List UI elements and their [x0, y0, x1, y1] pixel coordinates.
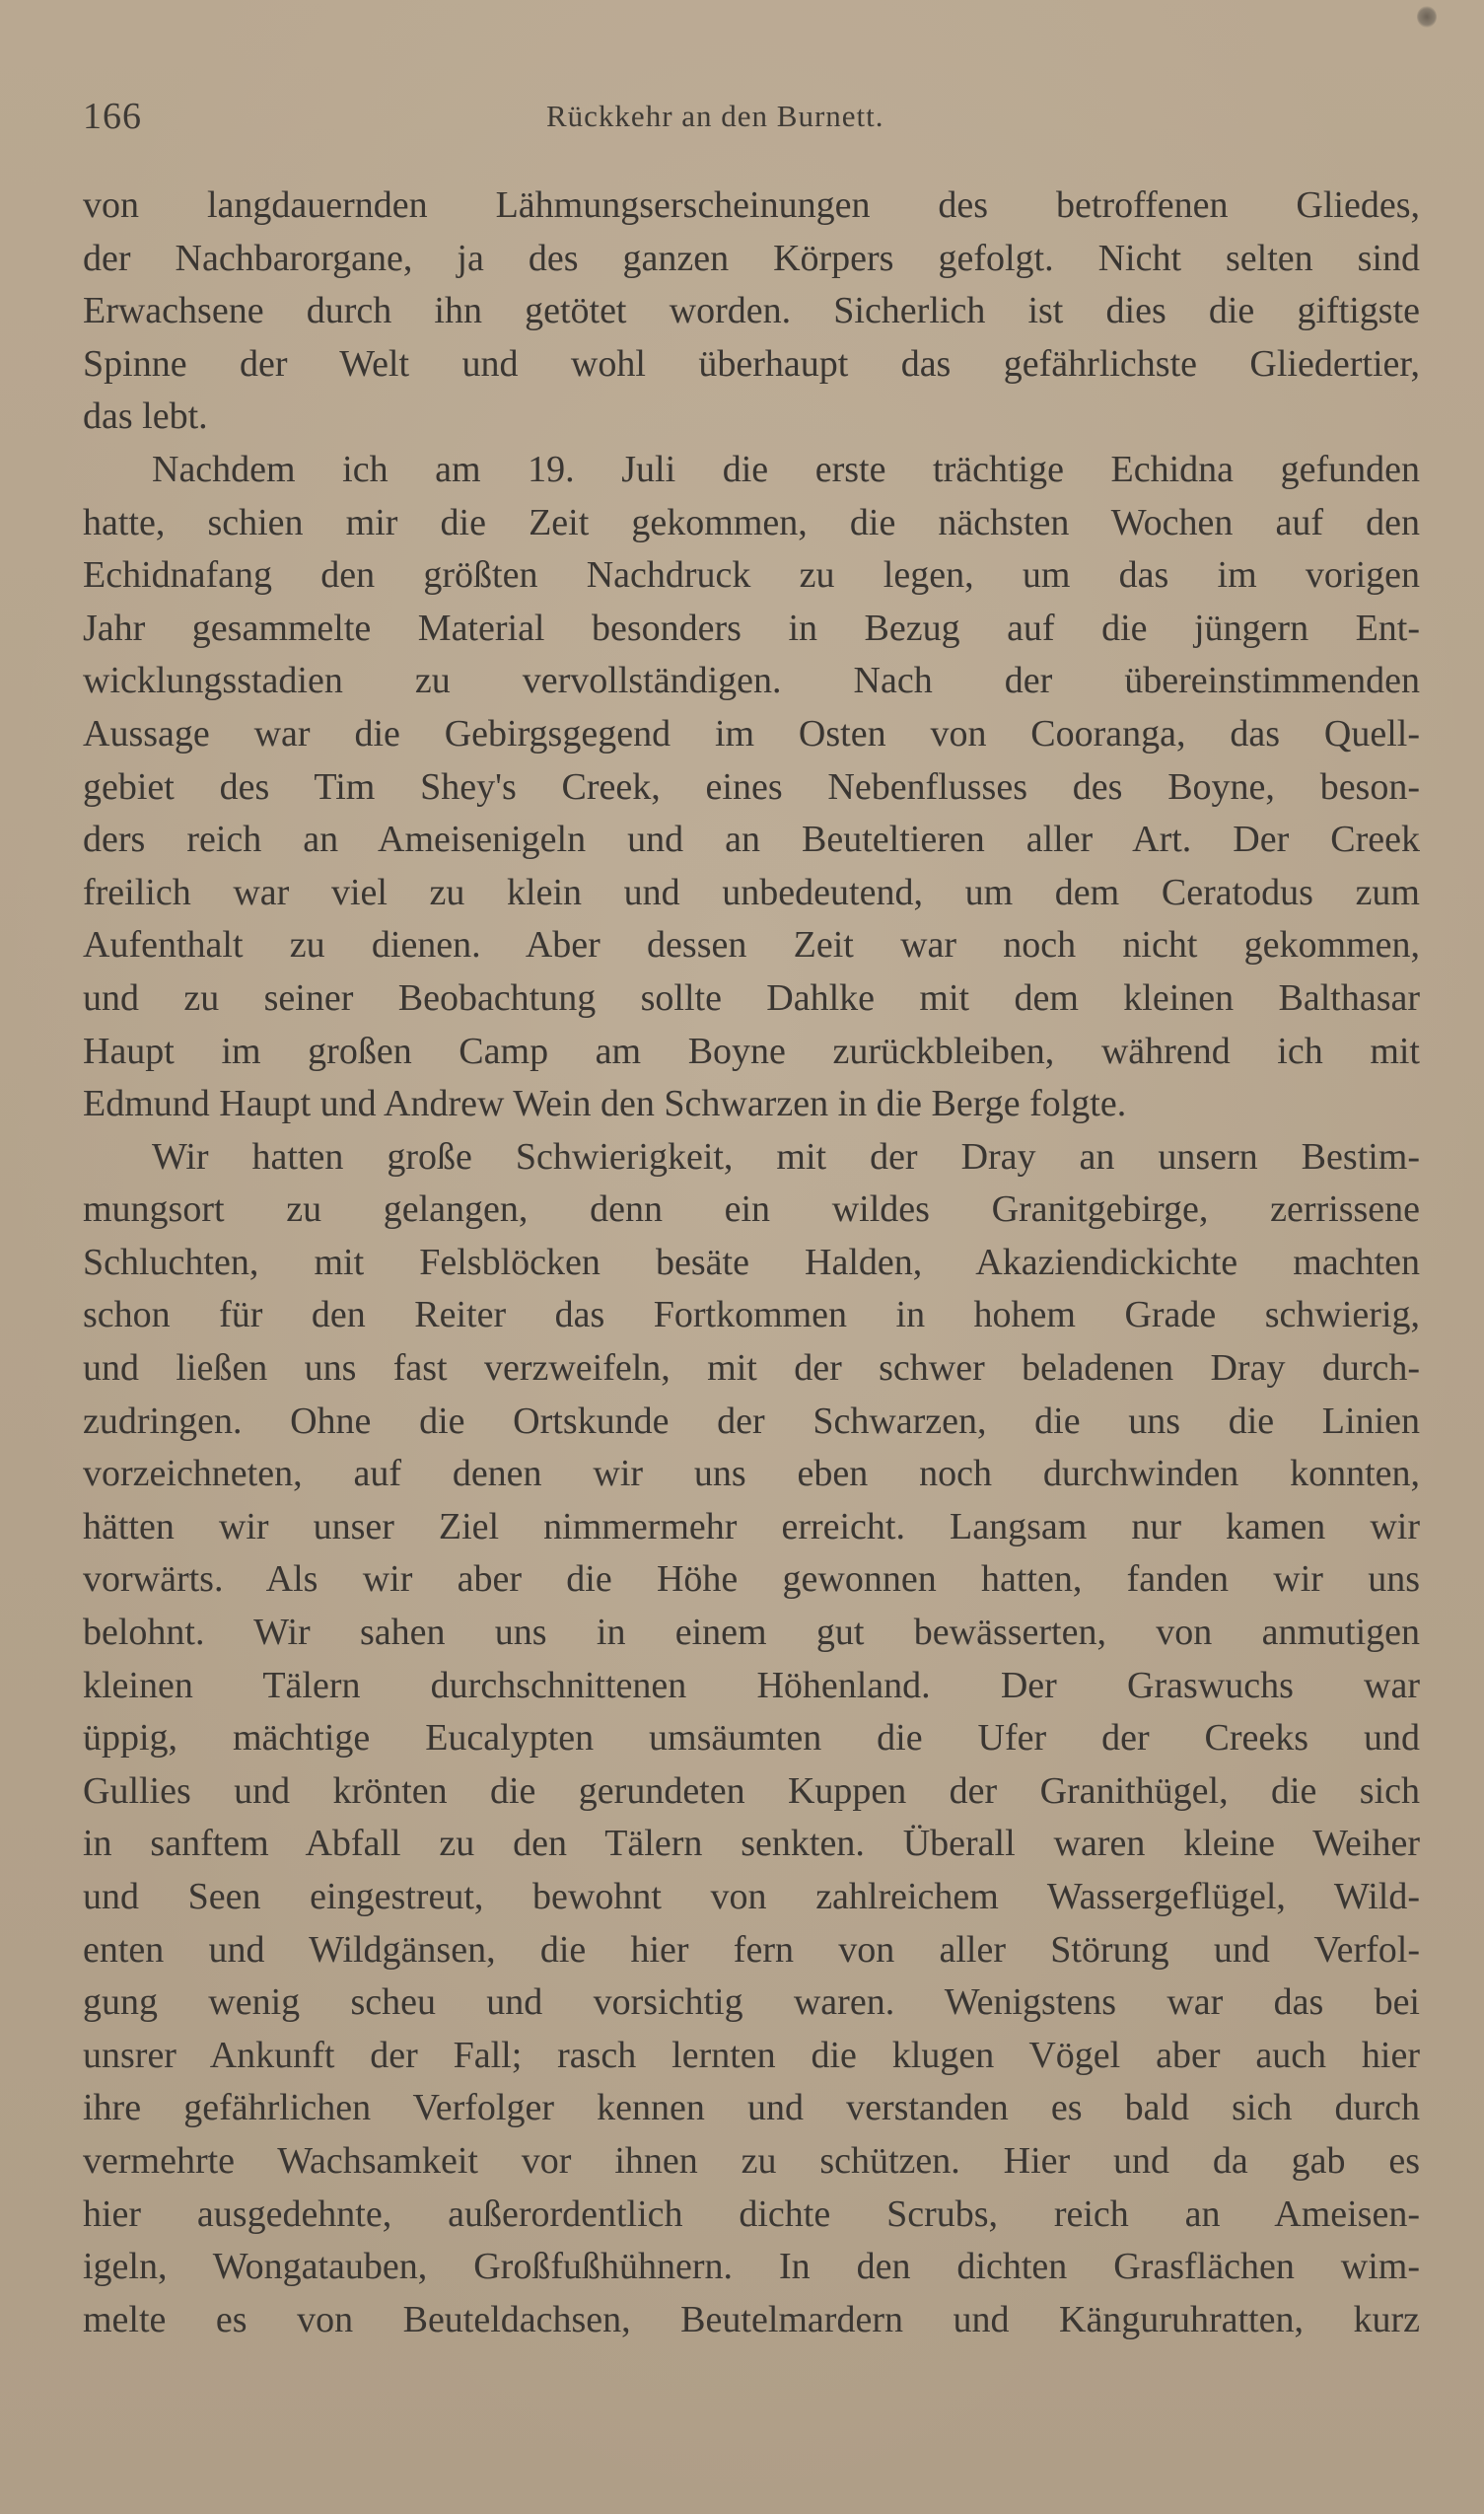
text-line: Jahr gesammelte Material besonders in Bezug auf die jüngern Ent-	[83, 607, 1420, 649]
text-line: gung wenig scheu und vorsichtig waren. Wenigstens war das bei	[83, 1981, 1420, 2024]
text-line: melte es von Beuteldachsen, Beutelmardern und Känguruhratten, kurz	[83, 2298, 1420, 2340]
text-line: Spinne der Welt und wohl überhaupt das gefährlichste Gliedertier,	[83, 342, 1420, 385]
text-line: belohnt. Wir sahen uns in einem gut bewässerten, von anmutigen	[83, 1612, 1420, 1654]
paper-speck	[1417, 6, 1437, 28]
text-line: freilich war viel zu klein und unbedeutend, um dem Ceratodus zum	[83, 871, 1420, 913]
text-line: gebiet des Tim Shey's Creek, eines Nebenflusses des Boyne, beson-	[83, 765, 1420, 808]
text-line: der Nachbarorgane, ja des ganzen Körpers gefolgt. Nicht selten sind	[83, 237, 1420, 279]
text-line: Haupt im großen Camp am Boyne zurückbleiben, während ich mit	[83, 1030, 1420, 1072]
text-line: Gullies und krönten die gerundeten Kuppen der Granithügel, die sich	[83, 1769, 1420, 1812]
text-line: hier ausgedehnte, außerordentlich dichte Scrubs, reich an Ameisen-	[83, 2192, 1420, 2235]
text-line: enten und Wildgänsen, die hier fern von aller Störung und Verfol-	[83, 1928, 1420, 1971]
paragraph-start-line: Wir hatten große Schwierigkeit, mit der Dray an unsern Bestim-	[152, 1135, 1420, 1178]
text-line: in sanftem Abfall zu den Tälern senkten. Überall waren kleine Weiher	[83, 1823, 1420, 1865]
text-line: igeln, Wongatauben, Großfußhühnern. In den dichten Grasflächen wim-	[83, 2246, 1420, 2288]
text-line: Aufenthalt zu dienen. Aber dessen Zeit war noch nicht gekommen,	[83, 924, 1420, 967]
text-line: Erwachsene durch ihn getötet worden. Sicherlich ist dies die giftigste	[83, 290, 1420, 332]
text-line: ihre gefährlichen Verfolger kennen und verstanden es bald sich durch	[83, 2087, 1420, 2129]
paragraph-start-line: Nachdem ich am 19. Juli die erste trächtige Echidna gefunden	[152, 448, 1420, 490]
text-line: Aussage war die Gebirgsgegend im Osten von Cooranga, das Quell-	[83, 712, 1420, 754]
page-number: 166	[83, 96, 142, 137]
text-line: und ließen uns fast verzweifeln, mit der schwer beladenen Dray durch-	[83, 1347, 1420, 1390]
text-line: und zu seiner Beobachtung sollte Dahlke mit dem kleinen Balthasar	[83, 976, 1420, 1019]
text-line: hätten wir unser Ziel nimmermehr erreicht. Langsam nur kamen wir	[83, 1505, 1420, 1547]
paragraph-end-line: Edmund Haupt und Andrew Wein den Schwarzen in die Berge folgte.	[83, 1083, 1127, 1125]
text-line: hatte, schien mir die Zeit gekommen, die nächsten Wochen auf den	[83, 501, 1420, 543]
running-title: Rückkehr an den Burnett.	[546, 99, 884, 133]
text-line: Schluchten, mit Felsblöcken besäte Halden, Akaziendickichte machten	[83, 1241, 1420, 1283]
text-line: vermehrte Wachsamkeit vor ihnen zu schützen. Hier und da gab es	[83, 2139, 1420, 2182]
text-line: Echidnafang den größten Nachdruck zu legen, um das im vorigen	[83, 554, 1420, 597]
text-line: kleinen Tälern durchschnittenen Höhenland. Der Graswuchs war	[83, 1664, 1420, 1706]
text-line: von langdauernden Lähmungserscheinungen des betroffenen Gliedes,	[83, 184, 1420, 226]
text-line: schon für den Reiter das Fortkommen in hohem Grade schwierig,	[83, 1294, 1420, 1336]
running-head	[83, 95, 1420, 144]
text-line: ders reich an Ameisenigeln und an Beuteltieren aller Art. Der Creek	[83, 819, 1420, 861]
text-line: wicklungsstadien zu vervollständigen. Nach der übereinstimmenden	[83, 660, 1420, 702]
text-line: üppig, mächtige Eucalypten umsäumten die Ufer der Creeks und	[83, 1717, 1420, 1760]
text-line: mungsort zu gelangen, denn ein wildes Granitgebirge, zerrissene	[83, 1188, 1420, 1231]
text-line: vorwärts. Als wir aber die Höhe gewonnen hatten, fanden wir uns	[83, 1558, 1420, 1601]
text-line: und Seen eingestreut, bewohnt von zahlreichem Wassergeflügel, Wild-	[83, 1876, 1420, 1917]
text-line: vorzeichneten, auf denen wir uns eben noch durchwinden konnten,	[83, 1453, 1420, 1495]
body-text	[83, 180, 1420, 2346]
paragraph-end-line: das lebt.	[83, 395, 208, 438]
text-line: unsrer Ankunft der Fall; rasch lernten die klugen Vögel aber auch hier	[83, 2034, 1420, 2076]
text-line: zudringen. Ohne die Ortskunde der Schwarzen, die uns die Linien	[83, 1400, 1420, 1442]
